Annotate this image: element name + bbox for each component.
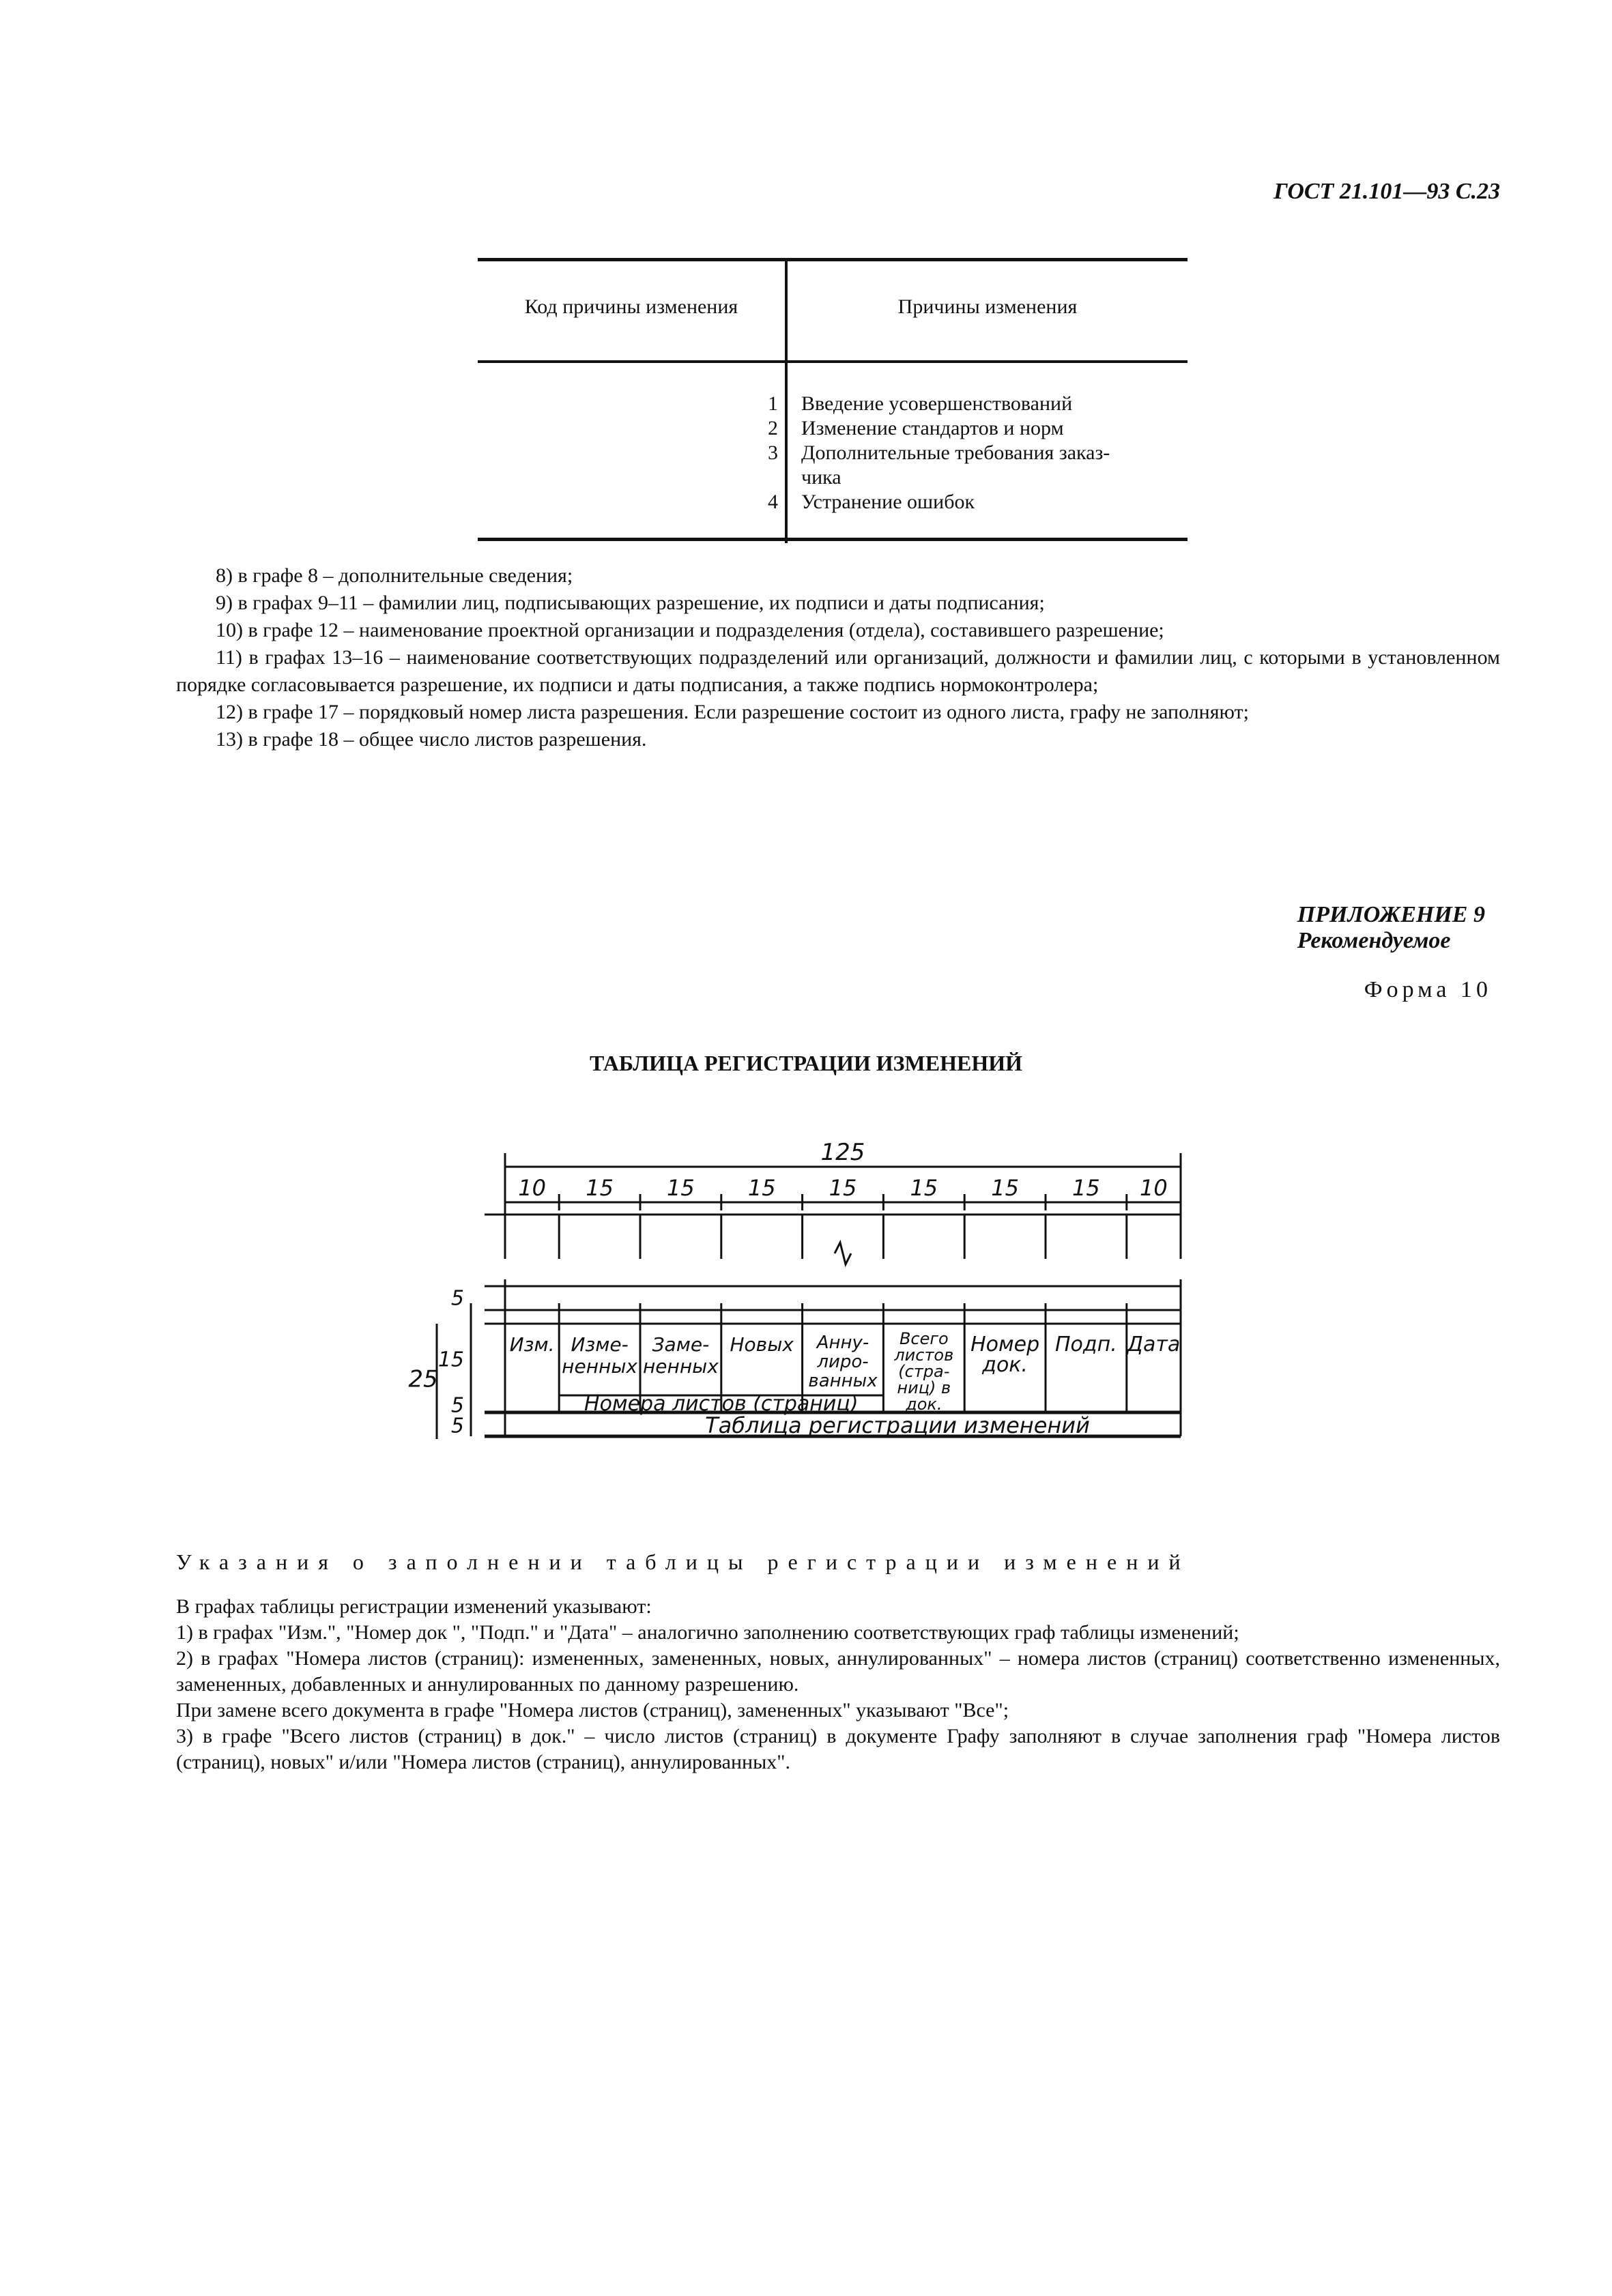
- col-code-header: Код причины изменения: [524, 295, 738, 318]
- code-column: [478, 392, 778, 514]
- page-header: ГОСТ 21.101—93 С.23: [1273, 179, 1500, 204]
- row-dim-label: 15: [437, 1348, 464, 1372]
- table-title: ТАБЛИЦА РЕГИСТРАЦИИ ИЗМЕНЕНИЙ: [589, 1051, 1022, 1075]
- appendix-block: [1297, 902, 1485, 954]
- list-item: 10) в графе 12 – наименование проектной организации и подразделения (отдела), составившего разрешение;: [216, 619, 1164, 641]
- footer-label: Таблица регистрации изменений: [705, 1412, 1090, 1438]
- instruction-line: При замене всего документа в графе "Номера листов (страниц), замененных" указывают "Все";: [176, 1699, 1009, 1721]
- row-dim-label: 5: [450, 1286, 464, 1311]
- col-head: док.: [906, 1395, 942, 1414]
- drawing-svg: [382, 1126, 1228, 1481]
- instruction-line: 1) в графах "Изм.", "Номер док ", "Подп." и "Дата" – аналогично заполнению соответствующих граф таблицы изменений;: [176, 1621, 1239, 1644]
- break-mark: [835, 1243, 851, 1264]
- reason-cell: Дополнительные требования заказ-: [801, 441, 1110, 464]
- code-cell: 2: [768, 417, 778, 439]
- total-width-label: 125: [820, 1139, 865, 1166]
- col-head: Анну-: [816, 1333, 869, 1353]
- table-drawing: [382, 1126, 1228, 1484]
- total-height-label: 25: [408, 1365, 438, 1393]
- col-reason-header: Причины изменения: [897, 295, 1078, 318]
- col-head: Изме-: [571, 1333, 629, 1356]
- code-cell-spacer: [478, 465, 778, 490]
- table-top-rule: [478, 258, 1188, 261]
- instructions-block: [176, 1549, 1500, 1775]
- col-width-label: 15: [747, 1175, 776, 1201]
- appendix-status: Рекомендуемое: [1297, 928, 1451, 953]
- col-width-label: 10: [1140, 1175, 1168, 1201]
- col-width-label: 15: [667, 1175, 695, 1201]
- reason-column: [801, 392, 1190, 514]
- col-width-label: 15: [910, 1175, 938, 1201]
- col-width-label: 10: [518, 1175, 546, 1201]
- code-cell: 3: [768, 441, 778, 464]
- reason-cell: Изменение стандартов и норм: [801, 417, 1064, 439]
- reason-cell-cont: чика: [801, 466, 841, 489]
- list-item: 9) в графах 9–11 – фамилии лиц, подписывающих разрешение, их подписи и даты подписания;: [216, 592, 1045, 614]
- col-head: листов: [894, 1346, 954, 1365]
- list-item: 8) в графе 8 – дополнительные сведения;: [216, 564, 573, 587]
- col-head: Новых: [730, 1333, 794, 1356]
- reason-cell: Устранение ошибок: [801, 491, 975, 513]
- col-width-label: 15: [1072, 1175, 1100, 1201]
- col-head: лиро-: [817, 1352, 869, 1372]
- col-head: Номер: [970, 1333, 1040, 1356]
- row-dim-label: 5: [450, 1393, 464, 1418]
- column-headers: [510, 1329, 1181, 1438]
- col-head: ненных: [562, 1355, 638, 1378]
- col-head: Подп.: [1054, 1333, 1117, 1356]
- col-head: ненных: [642, 1355, 719, 1378]
- list-item: 12) в графе 17 – порядковый номер листа разрешения. Если разрешение состоит из одного листа, графу не заполняют;: [216, 701, 1249, 723]
- instructions-heading: Указания о заполнении таблицы регистрации изменений: [176, 1550, 1190, 1574]
- items-list: [176, 562, 1500, 753]
- instruction-line: В графах таблицы регистрации изменений указывают:: [176, 1595, 652, 1618]
- instruction-line: 3) в графе "Всего листов (страниц) в док." – число листов (страниц) в документе Графу заполняют в случае заполнения граф "Номера листов (страниц), новых" и/или "Номера листов (страниц), аннулированных".: [176, 1725, 1500, 1773]
- col-head: ванных: [808, 1371, 878, 1391]
- instruction-line: 2) в графах "Номера листов (страниц): измененных, замененных, новых, аннулированных" – номера листов (страниц) соответственно измененных, замененных, добавленных и аннулированных по данному разрешению.: [176, 1647, 1500, 1696]
- code-cell: 4: [768, 491, 778, 513]
- reason-table: [478, 258, 1188, 543]
- col-head: Изм.: [509, 1333, 555, 1356]
- col-head: ниц) в: [897, 1378, 951, 1397]
- col-head: Всего: [899, 1329, 949, 1348]
- form-number: Форма 10: [1364, 977, 1492, 1002]
- table-bottom-rule: [478, 538, 1188, 541]
- col-head: Заме-: [652, 1333, 710, 1356]
- col-width-label: 15: [829, 1175, 857, 1201]
- group-label: Номера листов (страниц): [584, 1392, 859, 1416]
- list-item: 11) в графах 13–16 – наименование соответствующих подразделений или организаций, должности и фамилии лиц, с которыми в установленном порядке согласовывается разрешение, их подписи и даты подписания, а также подпись нормоконтролера;: [176, 646, 1500, 696]
- reason-cell: Введение усовершенствований: [801, 392, 1073, 415]
- row-dim-label: 5: [450, 1414, 464, 1438]
- col-width-label: 15: [991, 1175, 1019, 1201]
- list-item: 13) в графе 18 – общее число листов разрешения.: [216, 728, 647, 751]
- appendix-name: ПРИЛОЖЕНИЕ 9: [1297, 902, 1485, 927]
- col-head: (стра-: [898, 1362, 950, 1381]
- col-width-label: 15: [586, 1175, 614, 1201]
- table-header-rule: [478, 360, 1188, 363]
- col-head: док.: [982, 1353, 1028, 1377]
- code-cell: 1: [768, 392, 778, 415]
- col-head: Дата: [1127, 1333, 1181, 1356]
